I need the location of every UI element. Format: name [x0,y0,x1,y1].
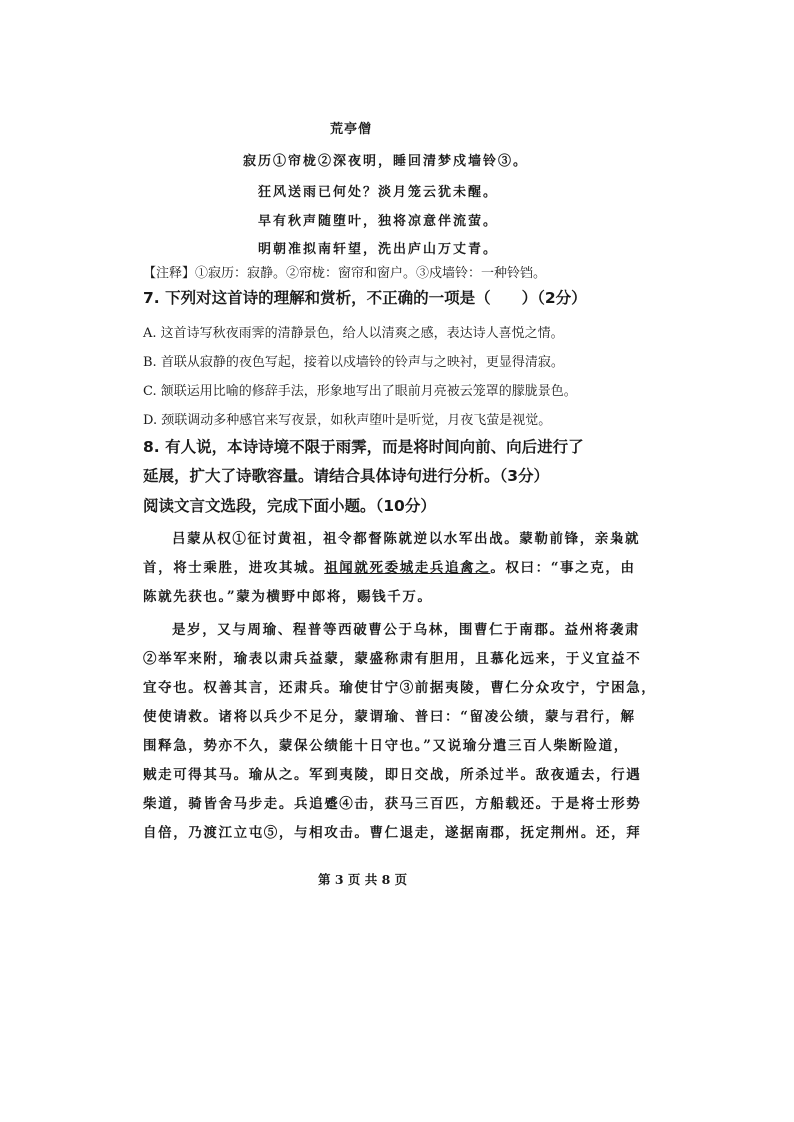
passage-p2-line-4: 使使请救。诸将以兵少不足分，蒙谓瑜、普曰：“留凌公绩，蒙与君行，解 [143,709,636,725]
underlined-sentence: 祖闻就死委城走兵追禽之 [324,560,491,576]
question-7-option-a: A. 这首诗写秋夜雨霁的清静景色，给人以清爽之感，表达诗人喜悦之情。 [143,326,564,341]
passage-p1-line-3: 陈就先获也。”蒙为横野中郎将，赐钱千万。 [143,589,433,605]
page-footer: 第 3 页 共 8 页 [318,872,408,887]
reading-instruction: 阅读文言文选段，完成下面小题。（10分） [143,497,436,515]
question-7-option-c: C. 颔联运用比喻的修辞手法，形象地写出了眼前月亮被云笼罩的朦胧景色。 [143,384,577,399]
poem-line-1: 寂历①帘栊②深夜明，睡回清梦戍墙铃③。 [243,154,529,169]
passage-p2-line-1: 是岁，又与周瑜、程普等西破曹公于乌林，围曹仁于南郡。益州将袭肃 [172,622,641,638]
passage-p2-line-5: 围释急，势亦不久，蒙保公绩能十日守也。”又说瑜分遣三百人柴断险道， [143,738,629,754]
question-7-option-b: B. 首联从寂静的夜色写起，接着以戍墙铃的铃声与之映衬，更显得清寂。 [143,355,564,370]
passage-p2-line-8: 自倍，乃渡江立屯⑤，与相攻击。曹仁退走，遂据南郡，抚定荆州。还，拜 [143,825,642,841]
passage-p2-line-6: 贼走可得其马。瑜从之。军到夷陵，即日交战，所杀过半。敌夜遁去，行遇 [143,767,642,783]
passage-p2-line-3: 宜夺也。权善其言，还肃兵。瑜使甘宁③前据夷陵，曹仁分众攻宁，宁困急， [143,680,657,696]
passage-p1-line-2-end: 。权曰：“事之克，由 [490,560,636,576]
passage-p1-line-2 [143,556,636,576]
poem-line-3: 早有秋声随堕叶，独将凉意伴流萤。 [258,214,499,229]
passage-p1-line-2-start: 首，将士乘胜，进攻其城。 [143,560,325,576]
poem-annotation: 【注释】①寂历：寂静。②帘栊：窗帘和窗户。③戍墙铃：一种铃铛。 [143,266,547,281]
poem-line-4: 明朝准拟南轩望，洗出庐山万丈青。 [258,242,499,257]
poem-line-2: 狂风送雨已何处？淡月笼云犹未醒。 [258,185,499,200]
question-8-line-2: 延展，扩大了诗歌容量。请结合具体诗句进行分析。（3分） [143,467,550,485]
passage-p2-line-2: ②举军来附，瑜表以肃兵益蒙，蒙盛称肃有胆用，且慕化远来，于义宜益不 [143,651,642,667]
poem-title: 荒亭僧 [330,122,373,137]
question-7-stem: 7. 下列对这首诗的理解和赏析，不正确的一项是（ ）（2分） [143,289,587,307]
question-7-option-d: D. 颈联调动多种感官来写夜景，如秋声堕叶是听觉，月夜飞萤是视觉。 [143,413,552,428]
passage-p1-line-1: 吕蒙从权①征讨黄祖，祖令都督陈就逆以水军出战。蒙勒前锋，亲枭就 [172,531,641,547]
question-8-line-1: 8. 有人说，本诗诗境不限于雨霁，而是将时间向前、向后进行了 [143,438,584,456]
passage-p2-line-7: 柴道，骑皆舍马步走。兵追蹙④击，获马三百匹，方船载还。于是将士形势 [143,796,642,812]
